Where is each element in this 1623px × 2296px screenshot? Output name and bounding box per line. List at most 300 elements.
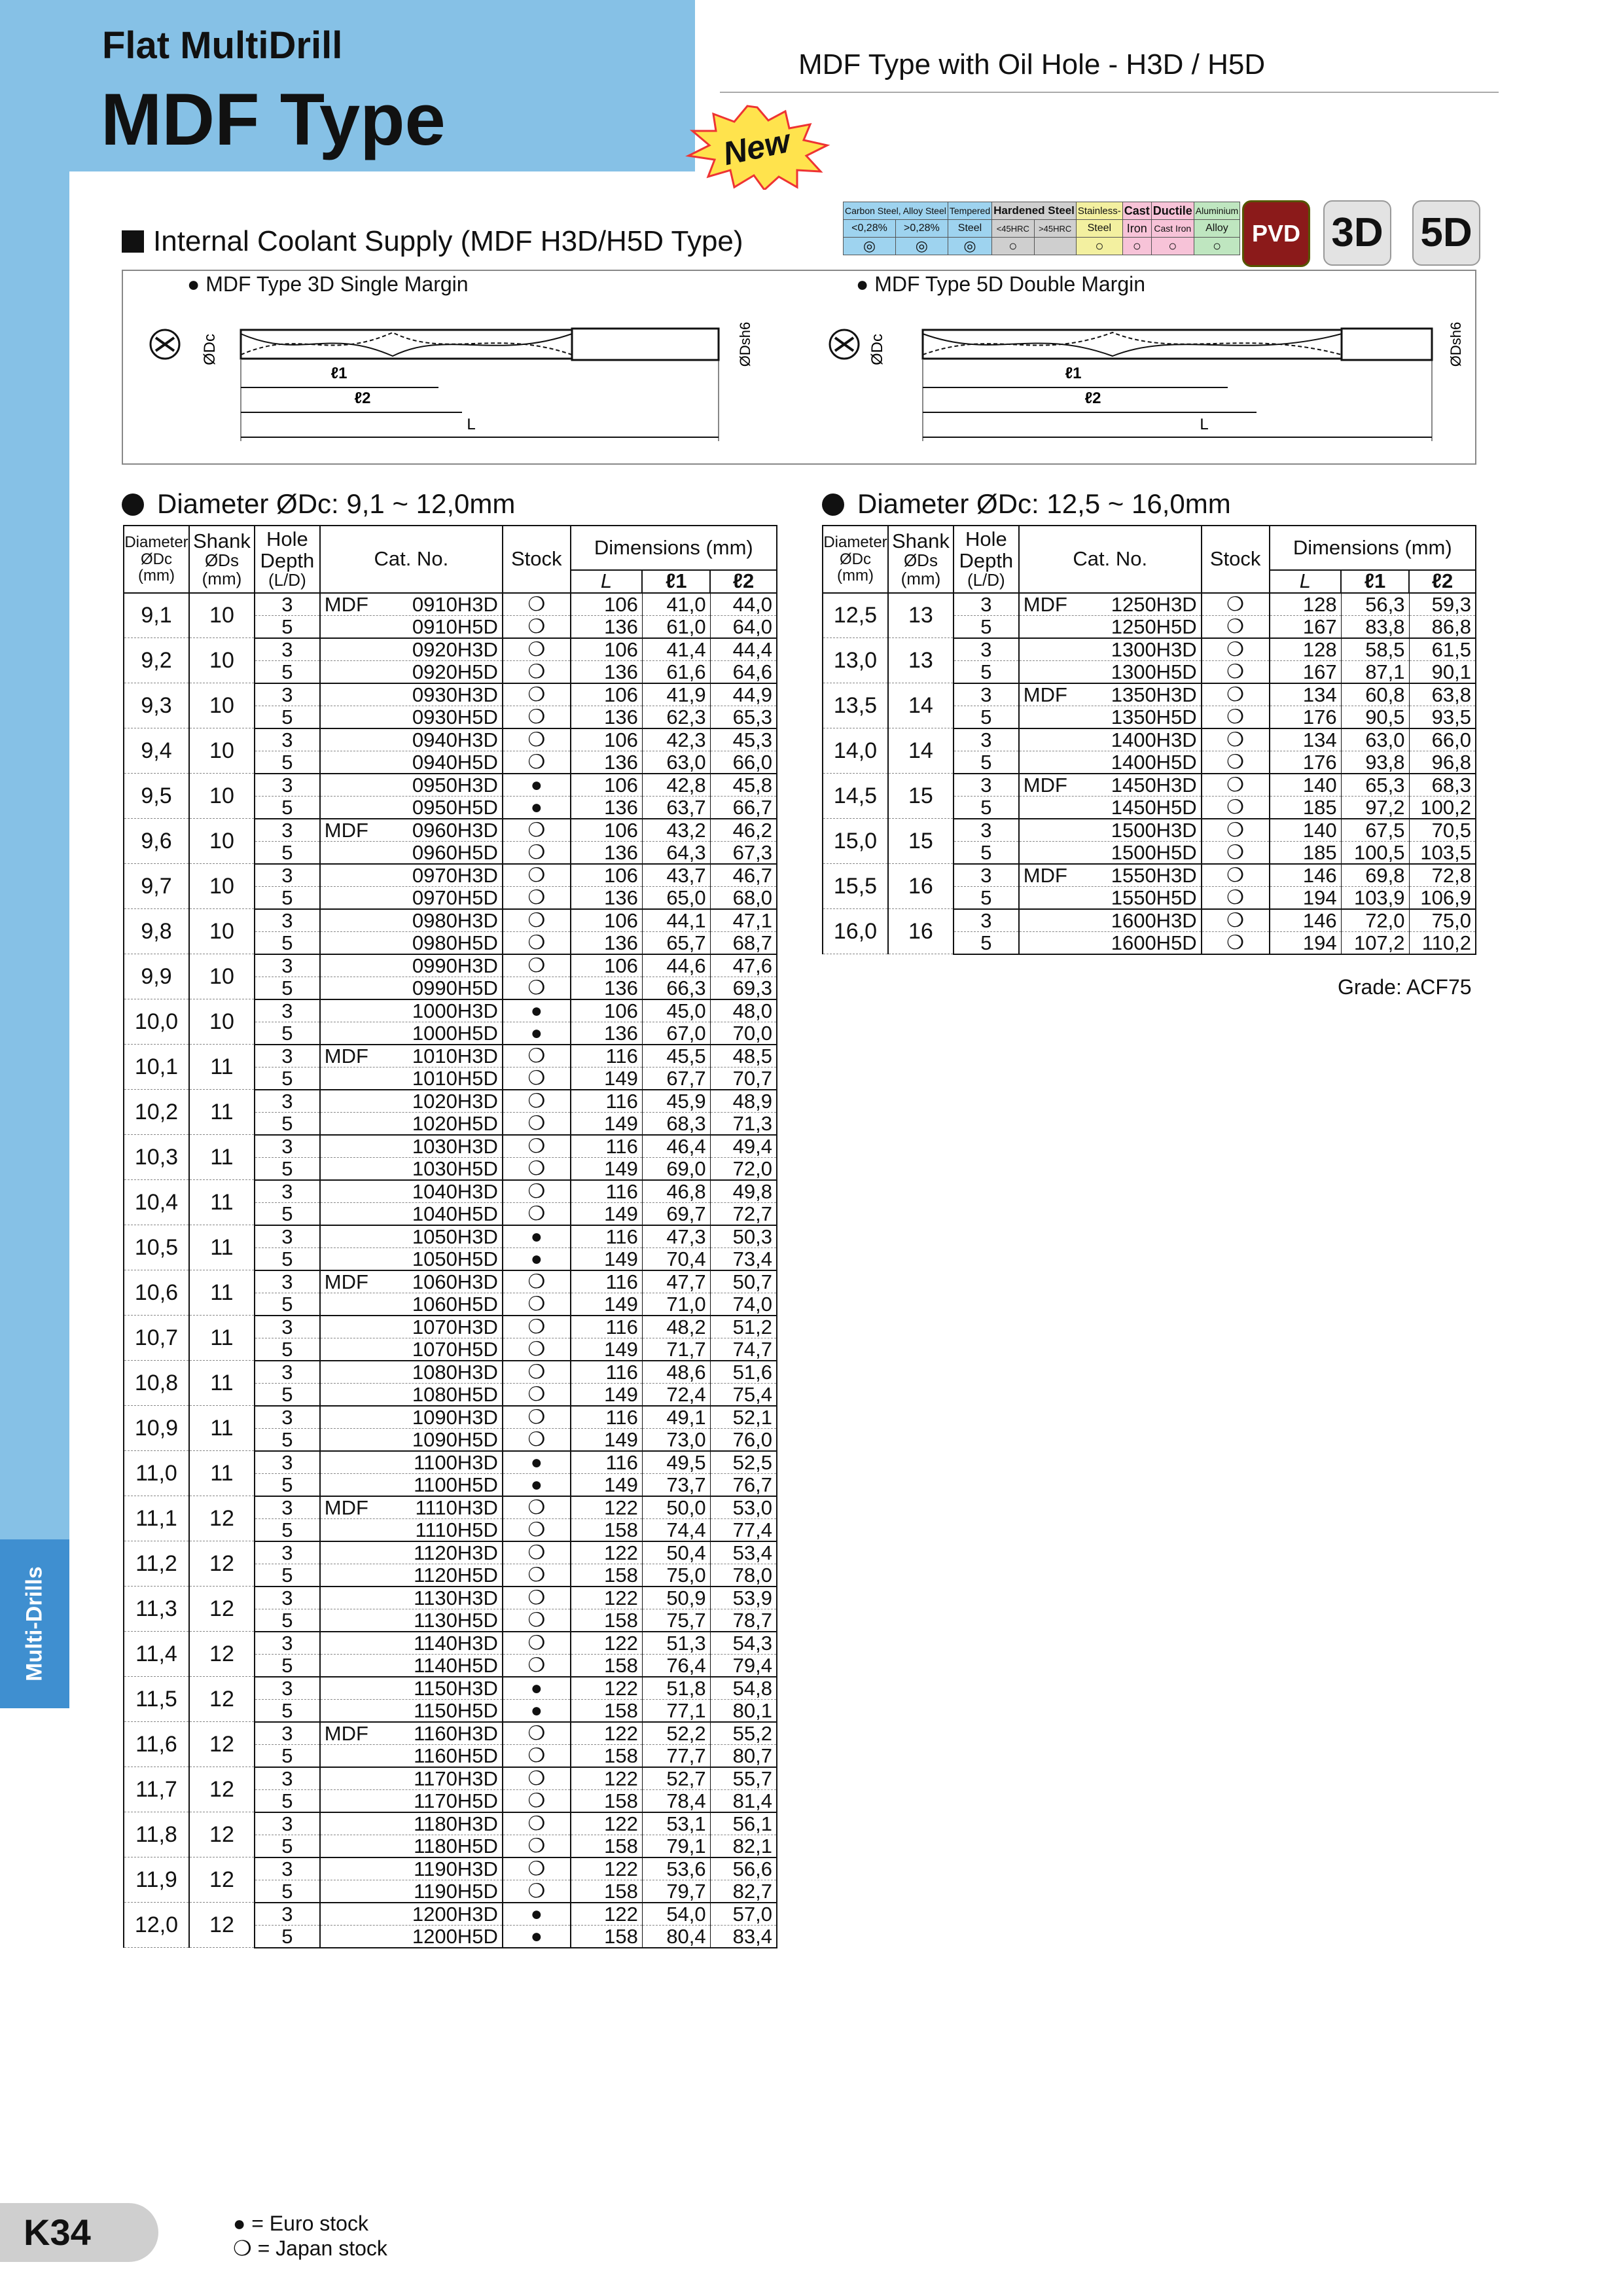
- hole-depth-cell: 3: [255, 593, 320, 616]
- cat-no-cell: [320, 1180, 503, 1203]
- length-L-cell: 185: [1270, 841, 1342, 864]
- diameter-cell: 10,0: [124, 999, 189, 1045]
- l1-label: ℓ1: [330, 365, 348, 382]
- dc-label: ØDc: [868, 334, 886, 365]
- shank-cell: 12: [189, 1857, 255, 1903]
- cat-no: 1160H3D: [414, 1721, 498, 1745]
- length-l2-cell: 70,0: [710, 1022, 777, 1045]
- cat-no-cell: [320, 774, 503, 797]
- length-l1-cell: 103,9: [1341, 886, 1409, 909]
- length-l2-cell: 44,9: [710, 683, 777, 706]
- cat-no-cell: [320, 954, 503, 977]
- length-l1-cell: 73,0: [642, 1428, 710, 1451]
- hole-depth-cell: 3: [255, 1677, 320, 1700]
- hole-depth-cell: 5: [255, 1835, 320, 1857]
- cat-no-cell: [1019, 615, 1202, 638]
- cat-no: 1040H5D: [412, 1202, 498, 1225]
- length-l2-cell: 53,0: [710, 1496, 777, 1519]
- length-l1-cell: 67,7: [642, 1067, 710, 1090]
- open-circle-icon: ❍: [233, 2236, 252, 2260]
- length-L-cell: 176: [1270, 706, 1342, 728]
- page-number: K34: [0, 2203, 158, 2262]
- ds-label: ØDsh6: [737, 321, 753, 367]
- diameter-cell: 10,3: [124, 1135, 189, 1180]
- diagram-left-caption-text: MDF Type 3D Single Margin: [205, 272, 469, 296]
- length-l2-cell: 81,4: [710, 1789, 777, 1812]
- header-shank: Shank ØDs (mm): [189, 526, 255, 593]
- cat-no: 0920H3D: [412, 637, 498, 661]
- cat-no-cell: [320, 1225, 503, 1248]
- length-l2-cell: 49,8: [710, 1180, 777, 1203]
- cat-no-cell: [320, 1406, 503, 1429]
- cat-no-cell: [320, 1857, 503, 1880]
- diameter-cell: 11,4: [124, 1632, 189, 1677]
- table-row: [124, 774, 777, 797]
- length-l1-cell: 83,8: [1341, 615, 1409, 638]
- length-l1-cell: 77,7: [642, 1744, 710, 1767]
- hole-depth-cell: 5: [255, 977, 320, 999]
- length-L-cell: 116: [571, 1361, 643, 1384]
- cat-no: 1130H3D: [414, 1586, 498, 1609]
- length-L-cell: 158: [571, 1699, 643, 1722]
- hole-depth-cell: 3: [255, 1316, 320, 1338]
- length-l2-cell: 50,3: [710, 1225, 777, 1248]
- cat-no: 0960H5D: [412, 840, 498, 864]
- table-row: [124, 1812, 777, 1835]
- hole-depth-cell: 3: [255, 1812, 320, 1835]
- cat-no: 1150H5D: [414, 1698, 498, 1722]
- cat-no: 0990H5D: [412, 976, 498, 999]
- stock-cell: ❍: [503, 706, 571, 728]
- cat-no: 1090H5D: [412, 1427, 498, 1451]
- cat-no-cell: [320, 593, 503, 616]
- stock-cell: ❍: [1202, 751, 1270, 774]
- table-row: [823, 864, 1476, 887]
- cat-no-cell: [320, 999, 503, 1022]
- header-stock: Stock: [503, 526, 571, 593]
- length-L-cell: 149: [571, 1202, 643, 1225]
- hole-depth-cell: 5: [255, 1473, 320, 1496]
- cat-no-cell: [320, 1654, 503, 1677]
- header-hole: Hole Depth (L/D): [255, 526, 320, 593]
- length-l2-cell: 75,4: [710, 1383, 777, 1406]
- stock-cell: ❍: [503, 1270, 571, 1293]
- header-L: L: [1270, 570, 1342, 593]
- cat-no: 1140H5D: [414, 1653, 498, 1677]
- hole-depth-cell: 5: [954, 886, 1019, 909]
- length-L-cell: 158: [571, 1925, 643, 1948]
- table-row: [124, 1541, 777, 1564]
- cat-no-cell: [1019, 593, 1202, 616]
- hole-depth-cell: 5: [255, 751, 320, 774]
- cat-no-cell: [320, 1247, 503, 1270]
- length-l1-cell: 58,5: [1341, 638, 1409, 661]
- mat-rating: ◎: [844, 238, 896, 255]
- cat-prefix: MDF: [324, 592, 368, 616]
- diameter-cell: 11,5: [124, 1677, 189, 1722]
- shank-cell: 12: [189, 1767, 255, 1812]
- hole-depth-cell: 5: [255, 1564, 320, 1587]
- cat-no: 0930H5D: [412, 705, 498, 728]
- cat-no: 1300H5D: [1111, 660, 1197, 683]
- length-l2-cell: 47,1: [710, 909, 777, 932]
- length-L-cell: 122: [571, 1587, 643, 1609]
- header-dimensions: Dimensions (mm): [571, 526, 777, 570]
- length-l2-cell: 80,1: [710, 1699, 777, 1722]
- mat-detail: Steel: [1076, 220, 1122, 238]
- stock-cell: ❍: [503, 1609, 571, 1632]
- shank-cell: 12: [189, 1587, 255, 1632]
- cat-no-cell: [1019, 841, 1202, 864]
- diagram-left-caption: ● MDF Type 3D Single Margin: [187, 272, 469, 296]
- stock-cell: ❍: [503, 1090, 571, 1113]
- stock-cell: ❍: [503, 1541, 571, 1564]
- stock-cell: ❍: [503, 1045, 571, 1067]
- cat-no: 1400H5D: [1111, 750, 1197, 774]
- stock-cell: ❍: [503, 1496, 571, 1519]
- length-l2-cell: 82,1: [710, 1835, 777, 1857]
- cat-no-cell: [1019, 728, 1202, 751]
- L-label: L: [467, 416, 476, 433]
- diagram-right-caption-text: MDF Type 5D Double Margin: [874, 272, 1146, 296]
- length-l1-cell: 77,1: [642, 1699, 710, 1722]
- hole-depth-cell: 5: [255, 841, 320, 864]
- cat-no-cell: [320, 886, 503, 909]
- stock-cell: ❍: [1202, 909, 1270, 932]
- side-tab[interactable]: [0, 1539, 69, 1708]
- cat-no: 1000H5D: [412, 1021, 498, 1045]
- shank-cell: 11: [189, 1225, 255, 1270]
- cat-no: 0940H5D: [412, 750, 498, 774]
- shank-cell: 16: [888, 864, 954, 909]
- l2-label: ℓ2: [354, 389, 371, 407]
- diameter-cell: 9,4: [124, 728, 189, 774]
- diameter-cell: 10,8: [124, 1361, 189, 1406]
- shank-cell: 10: [189, 909, 255, 954]
- cat-no-cell: [1019, 886, 1202, 909]
- table-row: [124, 1045, 777, 1067]
- cat-no-cell: [320, 728, 503, 751]
- length-l2-cell: 53,4: [710, 1541, 777, 1564]
- cat-no: 1070H3D: [412, 1315, 498, 1338]
- length-l2-cell: 48,0: [710, 999, 777, 1022]
- length-l2-cell: 52,1: [710, 1406, 777, 1429]
- length-L-cell: 158: [571, 1880, 643, 1903]
- cat-no: 1250H3D: [1111, 592, 1197, 616]
- cat-no-cell: [320, 1045, 503, 1067]
- pvd-coating-badge: PVD: [1242, 200, 1310, 267]
- length-l1-cell: 65,0: [642, 886, 710, 909]
- shank-cell: 10: [189, 638, 255, 683]
- length-l2-cell: 49,4: [710, 1135, 777, 1158]
- hole-depth-cell: 3: [255, 774, 320, 797]
- hole-depth-cell: 5: [255, 1247, 320, 1270]
- length-L-cell: 106: [571, 819, 643, 842]
- shank-cell: 11: [189, 1316, 255, 1361]
- cat-no: 1300H3D: [1111, 637, 1197, 661]
- length-L-cell: 122: [571, 1722, 643, 1745]
- length-l1-cell: 41,0: [642, 593, 710, 616]
- hole-depth-cell: 5: [255, 886, 320, 909]
- length-l1-cell: 53,6: [642, 1857, 710, 1880]
- length-l1-cell: 61,6: [642, 660, 710, 683]
- cat-no: 1050H3D: [412, 1225, 498, 1248]
- length-l1-cell: 67,5: [1341, 819, 1409, 842]
- left-table-title: [122, 488, 515, 520]
- cat-no-cell: [320, 1587, 503, 1609]
- cat-no-cell: [320, 1699, 503, 1722]
- cat-no-cell: [320, 1202, 503, 1225]
- mat-aluminium: Aluminium: [1194, 202, 1240, 220]
- shank-cell: 10: [189, 683, 255, 728]
- hole-depth-cell: 3: [255, 683, 320, 706]
- hole-depth-cell: 3: [255, 1090, 320, 1113]
- length-l2-cell: 86,8: [1409, 615, 1476, 638]
- cat-no-cell: [1019, 819, 1202, 842]
- diameter-cell: 9,8: [124, 909, 189, 954]
- cat-no-cell: [320, 909, 503, 932]
- cat-no-cell: [1019, 796, 1202, 819]
- stock-cell: ❍: [1202, 931, 1270, 954]
- length-l2-cell: 53,9: [710, 1587, 777, 1609]
- table-row: [124, 1496, 777, 1519]
- ds-label: ØDsh6: [1448, 321, 1464, 367]
- diameter-cell: 10,6: [124, 1270, 189, 1316]
- stock-cell: ❍: [503, 886, 571, 909]
- length-l1-cell: 74,4: [642, 1518, 710, 1541]
- diameter-cell: 10,2: [124, 1090, 189, 1135]
- shank-cell: 10: [189, 999, 255, 1045]
- stock-cell: ❍: [503, 1406, 571, 1429]
- length-l2-cell: 55,2: [710, 1722, 777, 1745]
- length-L-cell: 122: [571, 1677, 643, 1700]
- diameter-cell: 12,0: [124, 1903, 189, 1948]
- shank-cell: 15: [888, 774, 954, 819]
- length-l2-cell: 50,7: [710, 1270, 777, 1293]
- length-l2-cell: 65,3: [710, 706, 777, 728]
- hole-depth-cell: 3: [255, 999, 320, 1022]
- shank-cell: 12: [189, 1632, 255, 1677]
- length-l1-cell: 54,0: [642, 1903, 710, 1926]
- length-L-cell: 116: [571, 1451, 643, 1474]
- length-l2-cell: 52,5: [710, 1451, 777, 1474]
- diameter-cell: 9,9: [124, 954, 189, 999]
- hole-depth-cell: 5: [255, 1157, 320, 1180]
- hole-depth-cell: 5: [255, 1383, 320, 1406]
- stock-cell: ❍: [503, 615, 571, 638]
- cat-no-cell: [320, 977, 503, 999]
- length-L-cell: 140: [1270, 774, 1342, 797]
- stock-cell: ❍: [503, 1767, 571, 1790]
- length-L-cell: 136: [571, 931, 643, 954]
- diameter-cell: 15,0: [823, 819, 888, 864]
- length-L-cell: 116: [571, 1090, 643, 1113]
- hole-depth-cell: 3: [954, 774, 1019, 797]
- mat-rating: ◎: [895, 238, 948, 255]
- square-bullet-icon: [122, 230, 144, 253]
- length-l1-cell: 69,0: [642, 1157, 710, 1180]
- cat-no: 1180H5D: [414, 1834, 498, 1857]
- cat-no-cell: [1019, 774, 1202, 797]
- cat-no-cell: [1019, 864, 1202, 887]
- product-type-title: MDF Type: [101, 79, 446, 160]
- material-row-names: [844, 202, 1240, 220]
- diameter-cell: 15,5: [823, 864, 888, 909]
- length-l2-cell: 67,3: [710, 841, 777, 864]
- mat-rating: [1034, 238, 1076, 255]
- mat-detail: <45HRC: [992, 220, 1034, 238]
- L-label: L: [1200, 416, 1209, 433]
- length-l2-cell: 48,9: [710, 1090, 777, 1113]
- diameter-cell: 10,1: [124, 1045, 189, 1090]
- cat-no: 1140H3D: [414, 1631, 498, 1655]
- length-L-cell: 158: [571, 1609, 643, 1632]
- length-l1-cell: 46,4: [642, 1135, 710, 1158]
- length-L-cell: 134: [1270, 683, 1342, 706]
- length-l2-cell: 57,0: [710, 1903, 777, 1926]
- length-L-cell: 158: [571, 1654, 643, 1677]
- mat-cast: Cast: [1122, 202, 1151, 220]
- header-shank: Shank ØDs (mm): [888, 526, 954, 593]
- product-family-title: Flat MultiDrill: [102, 24, 343, 67]
- cat-no-cell: [320, 1067, 503, 1090]
- cat-no-cell: [320, 706, 503, 728]
- length-l2-cell: 51,2: [710, 1316, 777, 1338]
- cat-no-cell: [320, 1157, 503, 1180]
- stock-cell: ❍: [503, 728, 571, 751]
- cat-no: 1110H5D: [415, 1518, 498, 1541]
- length-L-cell: 136: [571, 886, 643, 909]
- length-l2-cell: 45,3: [710, 728, 777, 751]
- length-l2-cell: 46,2: [710, 819, 777, 842]
- cat-prefix: MDF: [324, 1270, 368, 1293]
- length-l2-cell: 66,0: [710, 751, 777, 774]
- stock-cell: ❍: [503, 638, 571, 661]
- drill-shank: [572, 329, 719, 360]
- stock-cell: ●: [503, 1225, 571, 1248]
- stock-cell: ●: [503, 1022, 571, 1045]
- hole-depth-cell: 3: [255, 1225, 320, 1248]
- shank-cell: 13: [888, 593, 954, 638]
- length-l1-cell: 48,2: [642, 1316, 710, 1338]
- length-l1-cell: 65,3: [1341, 774, 1409, 797]
- cat-no: 0910H5D: [412, 615, 498, 638]
- cat-no: 1080H5D: [412, 1382, 498, 1406]
- length-l1-cell: 52,7: [642, 1767, 710, 1790]
- shank-cell: 12: [189, 1496, 255, 1541]
- length-l2-cell: 79,4: [710, 1654, 777, 1677]
- cat-no-cell: [1019, 683, 1202, 706]
- length-l1-cell: 42,8: [642, 774, 710, 797]
- shank-cell: 14: [888, 728, 954, 774]
- diameter-cell: 16,0: [823, 909, 888, 954]
- length-l2-cell: 63,8: [1409, 683, 1476, 706]
- length-l1-cell: 69,8: [1341, 864, 1409, 887]
- cat-no-cell: [320, 1451, 503, 1474]
- hole-depth-cell: 5: [954, 841, 1019, 864]
- length-l1-cell: 63,7: [642, 796, 710, 819]
- cat-no-cell: [320, 819, 503, 842]
- length-L-cell: 128: [1270, 638, 1342, 661]
- length-l1-cell: 72,0: [1341, 909, 1409, 932]
- mat-rating: ○: [1076, 238, 1122, 255]
- table-row: [124, 1180, 777, 1203]
- length-l2-cell: 45,8: [710, 774, 777, 797]
- length-L-cell: 116: [571, 1406, 643, 1429]
- stock-cell: ❍: [503, 1812, 571, 1835]
- length-L-cell: 146: [1270, 864, 1342, 887]
- cat-no: 0940H3D: [412, 728, 498, 751]
- length-l2-cell: 77,4: [710, 1518, 777, 1541]
- stock-cell: ❍: [503, 954, 571, 977]
- cat-no-cell: [320, 931, 503, 954]
- length-L-cell: 128: [1270, 593, 1342, 616]
- length-L-cell: 158: [571, 1564, 643, 1587]
- cat-no-cell: [320, 1744, 503, 1767]
- length-l1-cell: 93,8: [1341, 751, 1409, 774]
- cat-prefix: MDF: [1023, 773, 1067, 797]
- length-L-cell: 122: [571, 1857, 643, 1880]
- table-row: [124, 954, 777, 977]
- stock-cell: ●: [503, 1247, 571, 1270]
- cat-no: 0980H5D: [412, 931, 498, 954]
- hole-depth-cell: 5: [954, 706, 1019, 728]
- stock-cell: ❍: [503, 1157, 571, 1180]
- length-L-cell: 106: [571, 774, 643, 797]
- hole-depth-cell: 5: [255, 931, 320, 954]
- cat-no: 1070H5D: [412, 1337, 498, 1361]
- length-l1-cell: 47,7: [642, 1270, 710, 1293]
- table-row: [124, 593, 777, 616]
- diameter-cell: 11,3: [124, 1587, 189, 1632]
- length-L-cell: 106: [571, 864, 643, 887]
- cat-no: 1080H3D: [412, 1360, 498, 1384]
- diagram-right-caption: ● MDF Type 5D Double Margin: [856, 272, 1146, 296]
- mat-ductile: Ductile: [1151, 202, 1194, 220]
- length-l1-cell: 44,6: [642, 954, 710, 977]
- cat-no-cell: [1019, 931, 1202, 954]
- length-l1-cell: 65,7: [642, 931, 710, 954]
- dc-label: ØDc: [201, 334, 219, 365]
- mat-detail: <0,28%: [844, 220, 896, 238]
- shank-cell: 10: [189, 593, 255, 638]
- length-L-cell: 140: [1270, 819, 1342, 842]
- diameter-cell: 9,6: [124, 819, 189, 864]
- cat-no-cell: [320, 1518, 503, 1541]
- cat-no: 1200H5D: [412, 1924, 498, 1948]
- table-row: [124, 819, 777, 842]
- cat-no: 1100H5D: [414, 1473, 498, 1496]
- shank-cell: 12: [189, 1677, 255, 1722]
- stock-cell: ❍: [503, 1135, 571, 1158]
- cat-no: 1170H3D: [414, 1767, 498, 1790]
- length-l2-cell: 72,8: [1409, 864, 1476, 887]
- hole-depth-cell: 5: [954, 660, 1019, 683]
- length-l2-cell: 66,0: [1409, 728, 1476, 751]
- cat-no: 1010H5D: [412, 1066, 498, 1090]
- stock-cell: ❍: [503, 660, 571, 683]
- length-L-cell: 136: [571, 706, 643, 728]
- cat-no-cell: [320, 638, 503, 661]
- length-l1-cell: 69,7: [642, 1202, 710, 1225]
- length-l1-cell: 61,0: [642, 615, 710, 638]
- length-l1-cell: 60,8: [1341, 683, 1409, 706]
- hole-depth-cell: 3: [954, 683, 1019, 706]
- hole-depth-cell: 5: [255, 1067, 320, 1090]
- table-row: [823, 774, 1476, 797]
- length-L-cell: 122: [571, 1496, 643, 1519]
- header-cat: Cat. No.: [1019, 526, 1202, 593]
